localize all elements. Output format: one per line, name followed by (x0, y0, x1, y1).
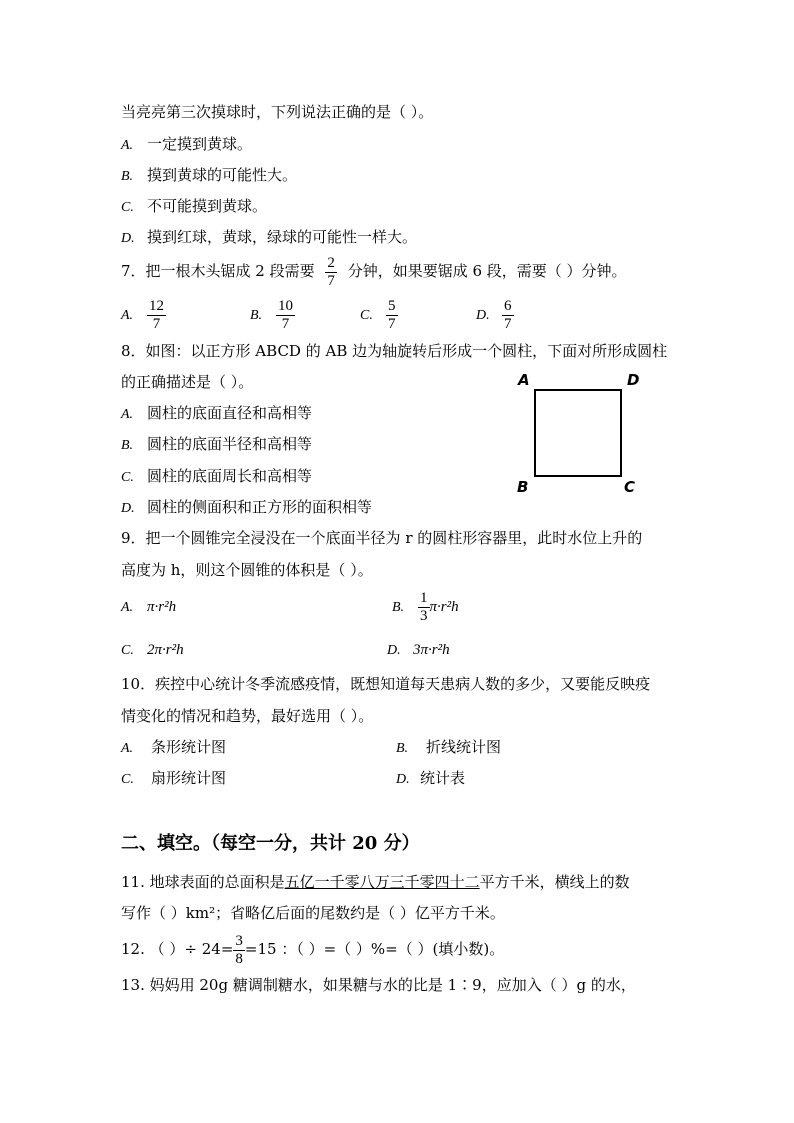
q9-option-a: A. π·r²h (121, 599, 177, 615)
q11-line2: 写作（ ）km²；省略亿后面的尾数约是（ ）亿平方千米。 (121, 904, 505, 922)
q12-line: 12. （ ）÷ 24= $\frac{3}{8}$ =15 ：（ ）=（ ）%=（ ）(填小数)。 (121, 932, 505, 967)
q10-option-d: D. 统计表 (396, 769, 466, 787)
q8-stem-line2: 的正确描述是（ ）。 (121, 373, 254, 391)
q10-stem-line2: 情变化的情况和趋势，最好选用（ ）。 (121, 707, 374, 725)
q7-option-d: D. $\frac{6}{7}$ (476, 297, 512, 332)
vertex-label-a: A (518, 371, 530, 389)
q8-stem-line1: 8．如图：以正方形 ABCD 的 AB 边为轴旋转后形成一个圆柱，下面对所形成圆柱 (121, 342, 668, 360)
q9-option-d: D. 3π·r²h (387, 642, 450, 658)
q6-stem: 当亮亮第三次摸球时，下列说法正确的是（ ）。 (121, 103, 434, 121)
q9-stem-line1: 9．把一个圆锥完全浸没在一个底面半径为 r 的圆柱形容器里，此时水位上升的 (121, 529, 643, 547)
q10-option-c: C. 扇形统计图 (121, 769, 227, 787)
square-abcd-diagram (534, 389, 622, 477)
q13-line: 13. 妈妈用 20g 糖调制糖水，如果糖与水的比是 1∶9，应加入（ ）g 的水， (121, 976, 636, 994)
vertex-label-b: B (517, 478, 529, 496)
section-2-heading: 二、填空。（每空一分，共计 20 分） (121, 833, 420, 854)
q6-option-b: B. 摸到黄球的可能性大。 (121, 166, 298, 184)
q9-option-c: C. 2π·r²h (121, 642, 184, 658)
q7-stem: 7．把一根木头锯成 2 段需要 $\frac{2}{7}$ 分钟，如果要锯成 6 段，需要（ ）分钟。 (121, 254, 627, 289)
q8-option-a: A. 圆柱的底面直径和高相等 (121, 404, 313, 422)
q6-option-c: C. 不可能摸到黄球。 (121, 197, 268, 215)
q7-fraction: $\frac{2}{7}$ (327, 254, 335, 289)
q10-stem-line1: 10．疾控中心统计冬季流感疫情，既想知道每天患病人数的多少，又要能反映疫 (121, 675, 651, 693)
q11-underlined-number: 五亿一千零八万三千零四十二 (284, 873, 480, 891)
q10-option-a: A. 条形统计图 (121, 738, 227, 756)
q8-option-d: D. 圆柱的侧面积和正方形的面积相等 (121, 498, 373, 516)
q7-option-c: C. $\frac{5}{7}$ (360, 297, 396, 332)
q8-option-b: B. 圆柱的底面半径和高相等 (121, 435, 313, 453)
q10-option-b: B. 折线统计图 (396, 738, 502, 756)
vertex-label-d: D (627, 371, 640, 389)
q6-option-a: A. 一定摸到黄球。 (121, 135, 253, 153)
vertex-label-c: C (624, 478, 636, 496)
q9-option-b: B. $\frac{1}{3}$ π·r²h (392, 589, 459, 624)
q9-stem-line2: 高度为 h，则这个圆锥的体积是（ ）。 (121, 561, 373, 579)
q11-line1: 11. 地球表面的总面积是五亿一千零八万三千零四十二平方千米，横线上的数 (121, 873, 630, 891)
q7-option-b: B. $\frac{10}{7}$ (250, 297, 293, 332)
q6-option-d: D. 摸到红球，黄球，绿球的可能性一样大。 (121, 228, 418, 246)
q7-option-a: A. $\frac{12}{7}$ (121, 297, 164, 332)
q8-option-c: C. 圆柱的底面周长和高相等 (121, 467, 313, 485)
